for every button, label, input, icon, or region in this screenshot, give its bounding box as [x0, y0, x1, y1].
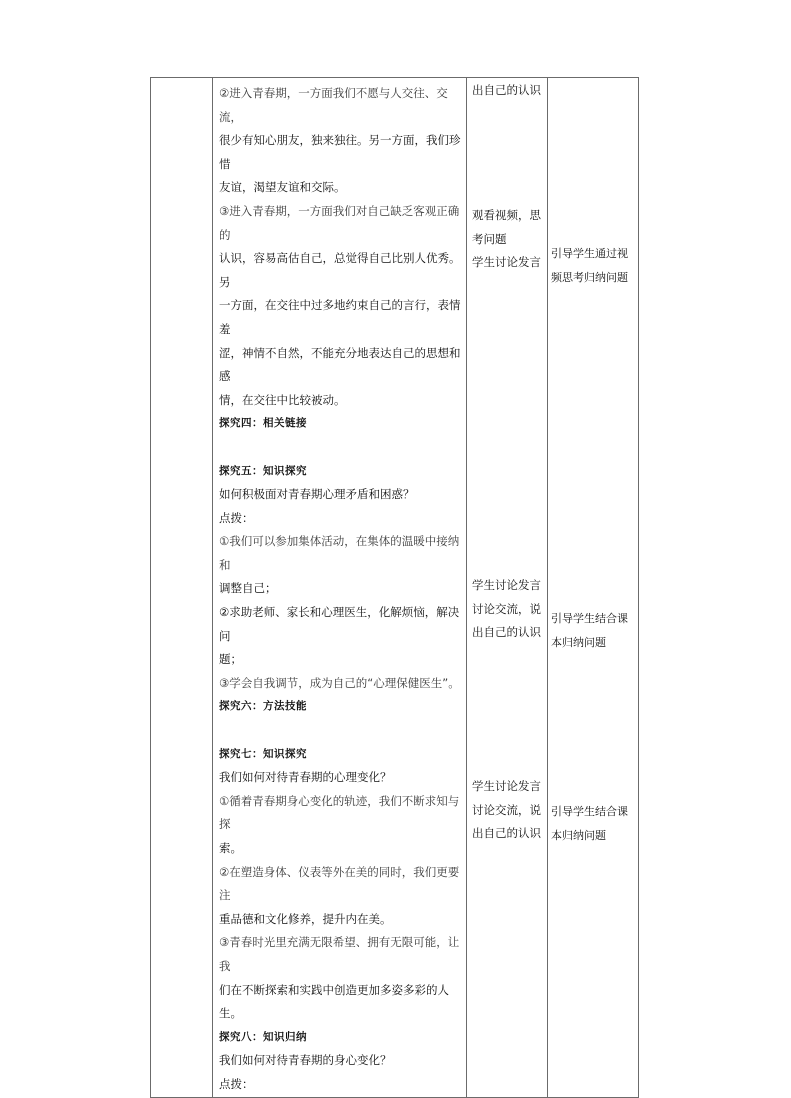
design-note-2	[551, 607, 636, 654]
student-block-3	[472, 574, 544, 645]
design-note-3	[551, 800, 636, 847]
teaching-content-cell	[213, 78, 467, 1098]
student-line: 讨论交流，说	[472, 802, 541, 817]
student-line: 讨论交流，说	[472, 601, 541, 616]
student-block-1	[472, 79, 544, 103]
student-line: 学生讨论发言	[472, 255, 541, 269]
design-line: 频思考归纳问题	[551, 270, 628, 284]
student-line: 出自己的认识	[472, 83, 541, 97]
content-line: 很少有知心朋友，独来独往。另一方面，我们珍惜	[219, 133, 461, 171]
section-heading-4: 探究四：相关链接	[219, 417, 307, 430]
content-line: ③进入青春期，一方面我们对自己缺乏客观正确的	[219, 203, 460, 242]
content-line: 涩，神情不自然，不能充分地表达自己的思想和感	[219, 345, 461, 384]
stage-column-cell	[151, 78, 213, 1098]
content-line: 认识，容易高估自己，总觉得自己比别人优秀。另	[219, 251, 461, 289]
student-line: 出自己的认识	[472, 826, 541, 840]
section-heading-6: 探究六：方法技能	[219, 700, 307, 713]
design-line: 引导学生结合课	[551, 805, 628, 818]
design-line: 引导学生通过视	[551, 247, 628, 260]
student-line: 考问题	[472, 231, 507, 246]
student-block-2	[472, 204, 544, 275]
question-8: 我们如何对待青春期的身心变化？	[219, 1053, 392, 1068]
content-line: 情，在交往中比较被动。	[219, 392, 346, 407]
content-line: 友谊，渴望友谊和交际。	[219, 180, 346, 195]
answer-line: ②求助老师、家长和心理医生，化解烦恼，解决问	[219, 605, 460, 643]
section-heading-8: 探究八：知识归纳	[219, 1030, 307, 1043]
student-line: 学生讨论发言	[472, 779, 541, 793]
answer-line: 索。	[219, 841, 242, 855]
design-line: 引导学生结合课	[551, 612, 628, 625]
student-line: 出自己的认识	[472, 625, 541, 639]
section-heading-7: 探究七：知识探究	[219, 747, 307, 760]
lesson-plan-table	[150, 77, 639, 1098]
answer-line: 重品德和文化修养，提升内在美。	[219, 911, 392, 926]
answer-line: ②在塑造身体、仪表等外在美的同时，我们更要注	[219, 864, 460, 903]
tip-label-8: 点拨：	[219, 1076, 254, 1091]
answer-line: 调整自己；	[219, 581, 277, 596]
student-activity-cell	[467, 78, 548, 1098]
student-line: 学生讨论发言	[472, 578, 541, 592]
student-block-4	[472, 775, 544, 846]
student-line: 观看视频，思	[472, 208, 541, 222]
table-row	[151, 78, 639, 1098]
question-5: 如何积极面对青春期心理矛盾和困惑？	[219, 487, 415, 502]
design-intent-cell	[548, 78, 639, 1098]
answer-line: ①循着青春期身心变化的轨迹，我们不断求知与探	[219, 793, 460, 832]
design-line: 本归纳问题	[551, 635, 606, 649]
tip-label-5: 点拨：	[219, 510, 254, 525]
answer-line: 们在不断探索和实践中创造更加多姿多彩的人生。	[219, 982, 449, 1021]
question-7: 我们如何对待青春期的心理变化？	[219, 770, 392, 785]
design-note-1	[551, 242, 636, 289]
section-heading-5: 探究五：知识探究	[219, 464, 307, 477]
answer-line: ③学会自我调节，成为自己的“心理保健医生”。	[219, 675, 460, 690]
design-line: 本归纳问题	[551, 828, 606, 842]
answer-line: ③青春时光里充满无限希望、拥有无限可能，让我	[219, 935, 460, 973]
answer-line: ①我们可以参加集体活动，在集体的温暖中接纳和	[219, 534, 460, 572]
content-line: ②进入青春期，一方面我们不愿与人交往、交流，	[219, 86, 448, 124]
content-line: 一方面，在交往中过多地约束自己的言行，表情羞	[219, 298, 461, 336]
answer-line: 题；	[219, 652, 242, 667]
